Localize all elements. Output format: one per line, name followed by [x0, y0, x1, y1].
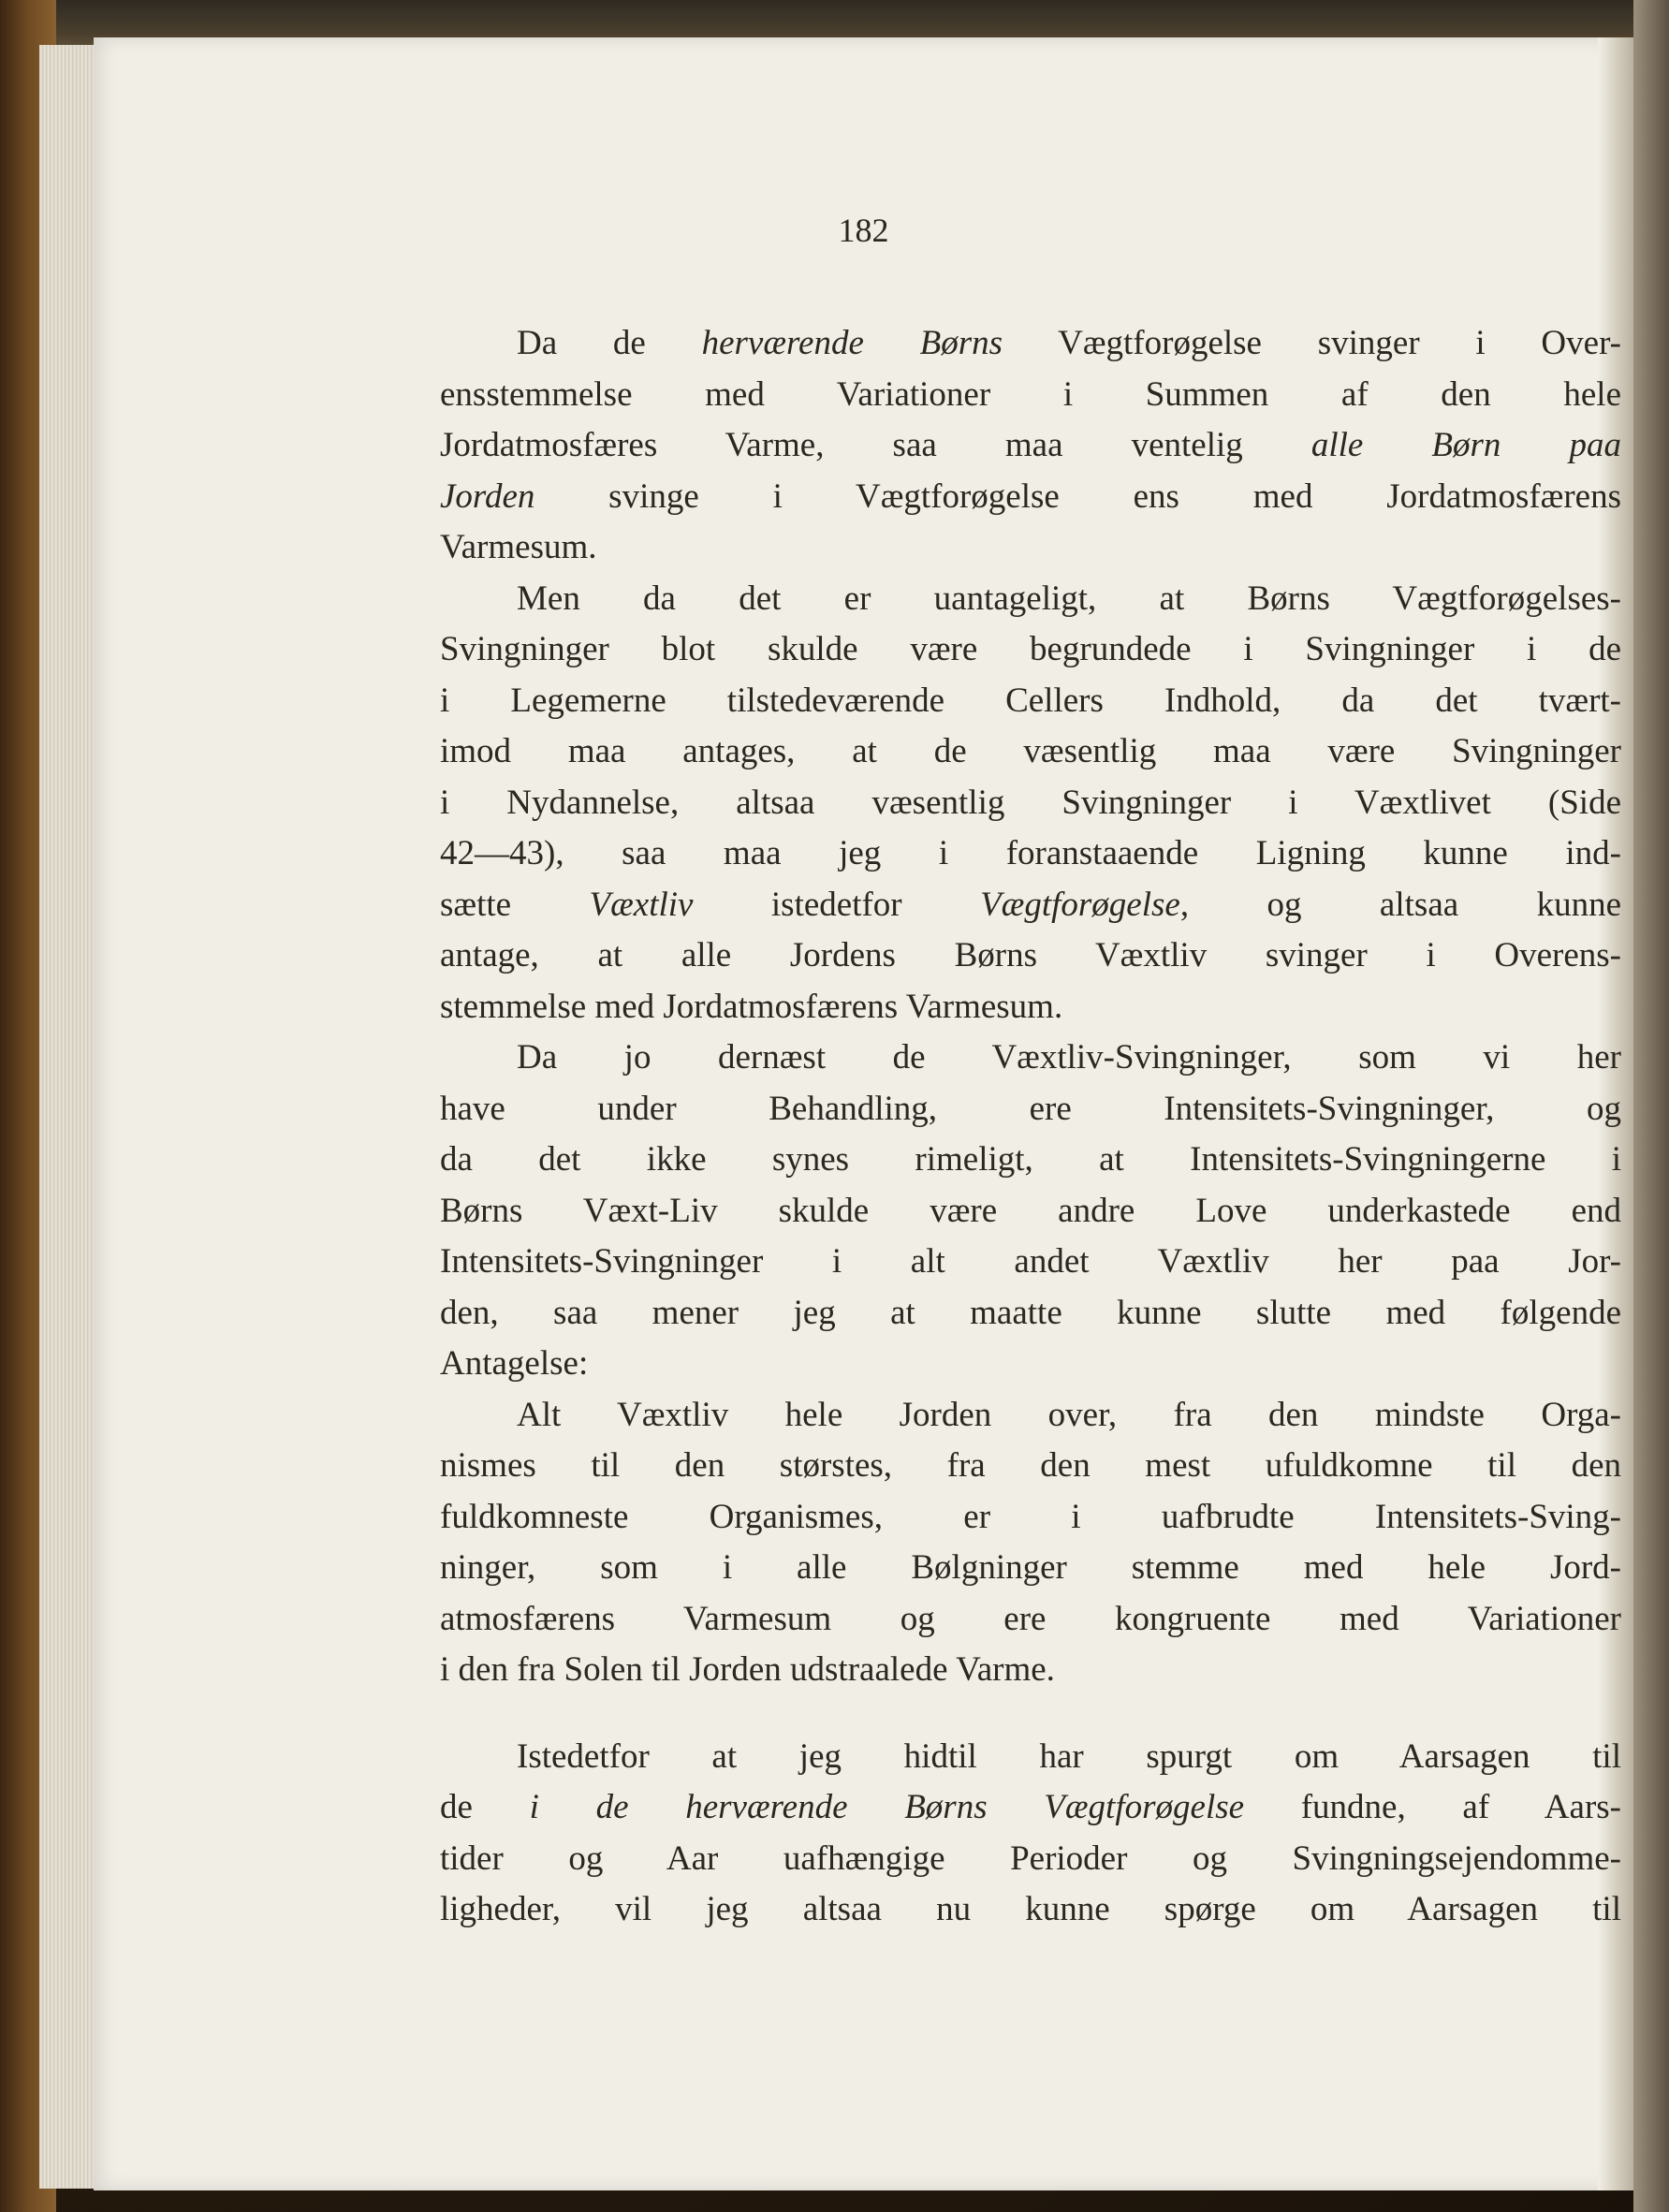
text-run: ligheder, vil jeg altsaa nu kunne spørge om Aarsagen til	[440, 1890, 1621, 1928]
text-run: i Nydannelse, altsaa væsentlig Svingninger i Væxtlivet (Side	[440, 783, 1621, 822]
text-run: fundne, af Aars-	[1244, 1788, 1621, 1826]
text-run: tider og Aar uafhængige Perioder og Svingningsejendomme-	[440, 1838, 1621, 1878]
text-line	[440, 1884, 1621, 1936]
text-run: Varmesum.	[440, 528, 597, 566]
text-line	[440, 726, 1621, 778]
text-line	[440, 1441, 1621, 1492]
text-line	[440, 420, 1621, 472]
text-line	[440, 1834, 1621, 1885]
text-run: i Legemerne tilstedeværende Cellers Indhold, da det tvært-	[440, 681, 1621, 720]
text-run: Istedetfor at jeg hidtil har spurgt om Aarsagen til	[517, 1736, 1621, 1776]
text-run: svinge i Vægtforøgelse ens med Jordatmosfærens	[534, 476, 1621, 516]
text-line	[440, 1732, 1621, 1783]
text-run: Jordatmosfæres Varme, saa maa ventelig	[440, 426, 1311, 464]
text-run: Da jo dernæst de Væxtliv-Svingninger, som vi her	[517, 1038, 1621, 1077]
text-run: nismes til den størstes, fra den mest ufuldkomne til den	[440, 1446, 1621, 1485]
text-run: fuldkomneste Organismes, er i uafbrudte Intensitets-Sving-	[440, 1497, 1621, 1536]
text-line	[440, 1782, 1621, 1834]
text-run: sætte	[440, 885, 590, 924]
facing-page-edge	[1633, 0, 1669, 2212]
text-run: Antagelse:	[440, 1344, 589, 1383]
text-line	[440, 1084, 1621, 1135]
text-run: ninger, som i alle Bølgninger stemme med hele Jord-	[440, 1548, 1621, 1587]
italic-text: Vægtforøgelse	[980, 885, 1180, 924]
text-run: istedetfor	[693, 885, 981, 924]
italic-text: Væxtliv	[589, 885, 694, 924]
text-run: Men da det er uantageligt, at Børns Vægtforøgelses-	[517, 579, 1621, 618]
text-run: Vægtforøgelse svinger i Over-	[1003, 324, 1621, 362]
text-line	[440, 472, 1621, 523]
text-line	[440, 880, 1621, 931]
text-line	[440, 1543, 1621, 1594]
text-run: Børns Væxt-Liv skulde være andre Love underkastede end	[440, 1191, 1621, 1230]
text-run: Alt Væxtliv hele Jorden over, fra den mindste Orga-	[517, 1395, 1621, 1434]
text-line	[440, 624, 1621, 676]
text-line	[440, 522, 1621, 574]
text-run: ensstemmelse med Variationer i Summen af den hele	[440, 374, 1621, 414]
text-run: stemmelse med Jordatmosfærens Varmesum.	[440, 987, 1063, 1026]
page-number: 182	[838, 212, 889, 249]
text-line	[440, 982, 1621, 1033]
paragraph-gap	[440, 1696, 1621, 1732]
text-line	[440, 1492, 1621, 1544]
text-line	[440, 1594, 1621, 1646]
text-line	[440, 778, 1621, 829]
italic-text: i de herværende Børns Vægtforøgelse	[529, 1788, 1245, 1826]
text-line	[440, 1186, 1621, 1238]
text-run: 42—43), saa maa jeg i foranstaaende Ligning kunne ind-	[440, 834, 1621, 872]
text-run: atmosfærens Varmesum og ere kongruente med Variationer	[440, 1599, 1621, 1638]
text-run: Da de	[517, 324, 702, 362]
text-run: have under Behandling, ere Intensitets-Svingninger, og	[440, 1089, 1621, 1128]
text-run: , og altsaa kunne	[1179, 885, 1622, 924]
text-run: da det ikke synes rimeligt, at Intensitets-Svingningerne i	[440, 1140, 1621, 1179]
text-run: de	[440, 1788, 530, 1826]
text-line	[440, 1135, 1621, 1186]
body-text	[440, 318, 1621, 1936]
text-line	[440, 1033, 1621, 1084]
book-page	[94, 37, 1633, 2190]
italic-text: alle Børn paa	[1310, 426, 1622, 464]
text-run: i den fra Solen til Jorden udstraalede Varme.	[440, 1650, 1055, 1689]
text-line	[440, 318, 1621, 370]
text-run: Svingninger blot skulde være begrundede i Svingninger i de	[440, 630, 1621, 668]
text-line	[440, 1390, 1621, 1442]
italic-text: Jorden	[440, 476, 535, 516]
text-run: den, saa mener jeg at maatte kunne slutte med følgende	[440, 1293, 1621, 1332]
text-run: imod maa antages, at de væsentlig maa være Svingninger	[440, 732, 1621, 770]
text-line	[440, 1288, 1621, 1340]
text-line	[440, 676, 1621, 727]
italic-text: herværende Børns	[701, 324, 1003, 362]
text-line	[440, 1237, 1621, 1288]
text-line	[440, 574, 1621, 625]
text-line	[440, 1645, 1621, 1696]
text-line	[440, 1339, 1621, 1390]
text-line	[440, 370, 1621, 421]
text-run: antage, at alle Jordens Børns Væxtliv svinger i Overens-	[440, 936, 1621, 974]
text-run: Intensitets-Svingninger i alt andet Væxtliv her paa Jor-	[440, 1242, 1621, 1281]
text-line	[440, 930, 1621, 982]
text-line	[440, 828, 1621, 880]
